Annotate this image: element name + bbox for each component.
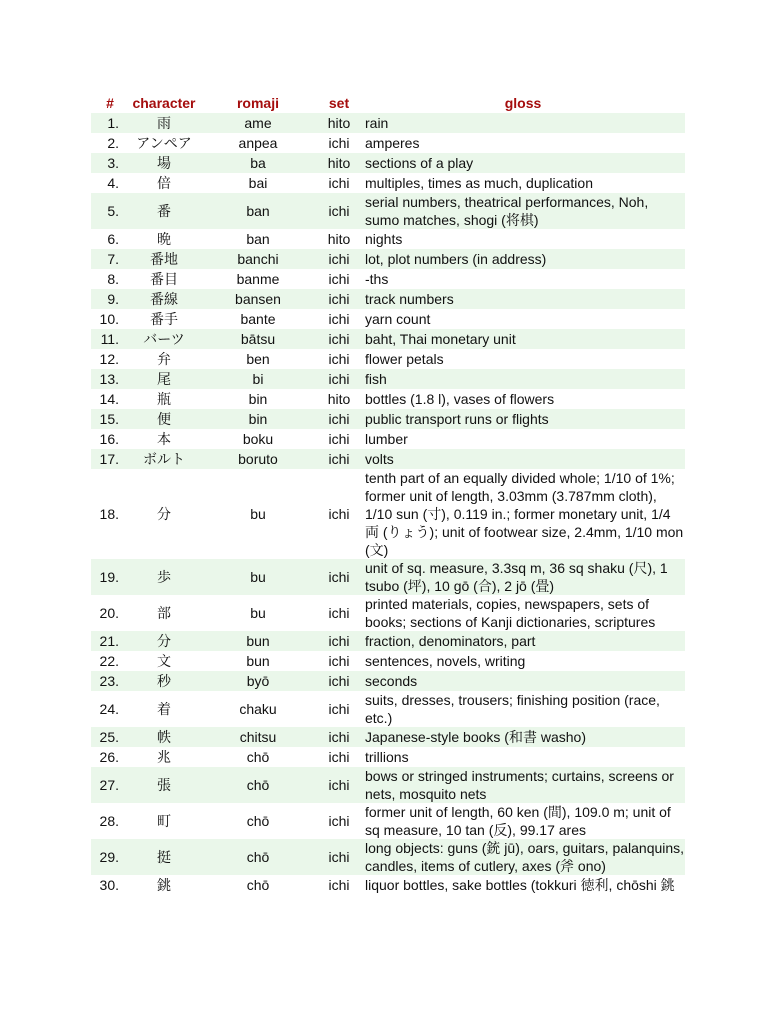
row-number: 8. xyxy=(107,271,119,287)
row-gloss: lumber xyxy=(365,431,408,447)
row-romaji: bātsu xyxy=(240,331,276,347)
table-row xyxy=(91,803,685,839)
table-row xyxy=(91,631,685,651)
row-character: 番目 xyxy=(150,271,178,287)
table-row xyxy=(91,329,685,349)
row-set: ichi xyxy=(328,653,350,669)
row-number: 9. xyxy=(107,291,119,307)
row-set: ichi xyxy=(328,371,350,387)
row-character: 番手 xyxy=(150,311,178,327)
row-character: 分 xyxy=(157,633,171,649)
row-character: 番 xyxy=(157,203,171,219)
row-character: 町 xyxy=(157,813,171,829)
row-number: 13. xyxy=(99,371,119,387)
row-set: ichi xyxy=(328,813,350,829)
row-character: 文 xyxy=(157,653,171,669)
row-character: 挺 xyxy=(157,849,171,865)
row-character: 尾 xyxy=(157,371,171,387)
row-number: 30. xyxy=(99,877,119,893)
table-row xyxy=(91,133,685,153)
row-gloss: seconds xyxy=(365,673,418,689)
table-row xyxy=(91,691,685,727)
row-romaji: bante xyxy=(240,311,276,327)
row-number: 14. xyxy=(99,391,119,407)
row-gloss: sentences, novels, writing xyxy=(365,653,526,669)
row-number: 24. xyxy=(99,701,119,717)
row-character: 分 xyxy=(157,506,171,522)
row-character: 部 xyxy=(157,605,171,621)
row-set: ichi xyxy=(328,506,350,522)
row-romaji: banchi xyxy=(237,251,279,267)
row-romaji: bu xyxy=(250,605,266,621)
row-set: ichi xyxy=(328,203,350,219)
row-number: 11. xyxy=(100,331,119,347)
table-row xyxy=(91,249,685,269)
row-number: 27. xyxy=(99,777,119,793)
row-romaji: anpea xyxy=(238,135,278,151)
row-set: ichi xyxy=(328,749,350,765)
row-character: バーツ xyxy=(143,331,185,347)
table-row xyxy=(91,153,685,173)
row-set: ichi xyxy=(328,451,350,467)
row-romaji: chitsu xyxy=(239,729,277,745)
table-row xyxy=(91,193,685,229)
header-num: # xyxy=(106,95,114,111)
row-number: 21. xyxy=(99,633,119,649)
row-character: 帙 xyxy=(157,729,171,745)
row-gloss: baht, Thai monetary unit xyxy=(365,331,516,347)
header-romaji: romaji xyxy=(236,95,279,111)
row-number: 1. xyxy=(107,115,119,131)
row-number: 23. xyxy=(99,673,119,689)
row-gloss: trillions xyxy=(365,749,409,765)
row-gloss: multiples, times as much, duplication xyxy=(365,175,593,191)
table-row xyxy=(91,449,685,469)
row-gloss: fraction, denominators, part xyxy=(365,633,536,649)
row-character: 番線 xyxy=(150,291,178,307)
table-row xyxy=(91,389,685,409)
row-gloss: long objects: guns (銃 jū), oars, guitars, palanquins, candles, items of cutlery, axes (斧 ono) xyxy=(365,840,685,874)
table-row xyxy=(91,289,685,309)
row-romaji: ben xyxy=(246,351,270,367)
row-gloss: public transport runs or flights xyxy=(365,411,549,427)
row-character: 瓶 xyxy=(157,391,171,407)
row-set: ichi xyxy=(328,777,350,793)
row-set: ichi xyxy=(328,673,350,689)
row-set: ichi xyxy=(328,569,350,585)
row-romaji: ame xyxy=(244,115,272,131)
row-set: hito xyxy=(327,231,351,247)
row-gloss: serial numbers, theatrical performances, Noh, sumo matches, shogi (将棋) xyxy=(365,194,649,228)
table-row xyxy=(91,767,685,803)
row-number: 17. xyxy=(99,451,119,467)
table-row xyxy=(91,747,685,767)
row-romaji: bansen xyxy=(235,291,281,307)
row-set: hito xyxy=(327,115,351,131)
header-character: character xyxy=(132,95,196,111)
row-gloss: sections of a play xyxy=(365,155,474,171)
table-row xyxy=(91,875,685,895)
table-row xyxy=(91,309,685,329)
row-number: 28. xyxy=(99,813,119,829)
row-character: 秒 xyxy=(157,673,171,689)
row-number: 15. xyxy=(99,411,119,427)
row-set: ichi xyxy=(328,605,350,621)
row-character: 銚 xyxy=(157,877,171,893)
row-number: 19. xyxy=(99,569,119,585)
row-romaji: boku xyxy=(242,431,274,447)
row-character: 晩 xyxy=(157,231,171,247)
row-number: 29. xyxy=(99,849,119,865)
row-romaji: chō xyxy=(246,777,270,793)
row-set: ichi xyxy=(328,175,350,191)
row-number: 22. xyxy=(99,653,119,669)
table-row xyxy=(91,269,685,289)
row-set: ichi xyxy=(328,701,350,717)
row-romaji: bin xyxy=(248,411,268,427)
row-character: 歩 xyxy=(157,569,171,585)
table-row xyxy=(91,651,685,671)
row-romaji: bun xyxy=(246,633,270,649)
row-set: ichi xyxy=(328,729,350,745)
row-romaji: bu xyxy=(250,506,266,522)
header-gloss: gloss xyxy=(504,95,542,111)
row-romaji: bai xyxy=(248,175,268,191)
row-number: 10. xyxy=(99,311,119,327)
table-row xyxy=(91,839,685,875)
row-romaji: ba xyxy=(250,155,266,171)
row-gloss: suits, dresses, trousers; finishing position (race, etc.) xyxy=(365,692,660,726)
row-character: 雨 xyxy=(157,115,171,131)
row-gloss: yarn count xyxy=(365,311,431,327)
row-gloss: fish xyxy=(365,371,387,387)
counter-table xyxy=(91,93,685,895)
row-gloss: volts xyxy=(365,451,394,467)
row-character: 番地 xyxy=(150,251,178,267)
table-row xyxy=(91,727,685,747)
row-gloss: bows or stringed instruments; curtains, screens or nets, mosquito nets xyxy=(365,768,674,802)
table-body xyxy=(91,113,685,895)
row-number: 25. xyxy=(99,729,119,745)
table-row xyxy=(91,229,685,249)
row-romaji: ban xyxy=(246,203,270,219)
row-number: 5. xyxy=(107,203,119,219)
row-gloss: Japanese-style books (和書 washo) xyxy=(365,729,586,745)
row-romaji: bi xyxy=(252,371,264,387)
row-gloss: flower petals xyxy=(365,351,444,367)
row-set: ichi xyxy=(328,849,350,865)
row-gloss: printed materials, copies, newspapers, sets of books; sections of Kanji dictionaries, scriptures xyxy=(365,596,656,630)
row-character: ボルト xyxy=(143,451,185,467)
row-gloss: bottles (1.8 l), vases of flowers xyxy=(365,391,555,407)
row-romaji: banme xyxy=(236,271,280,287)
row-gloss: -ths xyxy=(365,271,389,287)
row-set: hito xyxy=(327,391,351,407)
row-set: ichi xyxy=(328,271,350,287)
row-romaji: bin xyxy=(248,391,268,407)
row-character: 弁 xyxy=(157,351,171,367)
row-romaji: chaku xyxy=(239,701,277,717)
table-row xyxy=(91,349,685,369)
row-number: 2. xyxy=(107,135,119,151)
row-gloss: lot, plot numbers (in address) xyxy=(365,251,547,267)
table-row xyxy=(91,113,685,133)
row-set: ichi xyxy=(328,877,350,893)
row-number: 7. xyxy=(107,251,119,267)
table-row xyxy=(91,671,685,691)
row-gloss: liquor bottles, sake bottles (tokkuri 徳利, chōshi 銚 xyxy=(365,877,675,893)
row-set: ichi xyxy=(328,135,350,151)
table-row xyxy=(91,595,685,631)
row-set: ichi xyxy=(328,411,350,427)
table-row xyxy=(91,469,685,559)
row-character: 便 xyxy=(157,411,171,427)
table-row xyxy=(91,409,685,429)
row-character: アンペア xyxy=(136,135,192,151)
row-character: 本 xyxy=(157,431,171,447)
row-romaji: chō xyxy=(246,813,270,829)
row-romaji: bun xyxy=(246,653,270,669)
row-number: 3. xyxy=(107,155,119,171)
row-romaji: ban xyxy=(246,231,270,247)
row-character: 倍 xyxy=(157,175,171,191)
row-character: 場 xyxy=(157,155,171,171)
row-number: 16. xyxy=(99,431,119,447)
row-set: ichi xyxy=(328,251,350,267)
row-romaji: bu xyxy=(250,569,266,585)
row-set: ichi xyxy=(328,351,350,367)
table-row xyxy=(91,369,685,389)
row-character: 兆 xyxy=(157,749,171,765)
row-gloss: nights xyxy=(365,231,403,247)
row-set: ichi xyxy=(328,291,350,307)
header-set: set xyxy=(328,95,350,111)
row-gloss: former unit of length, 60 ken (間), 109.0 m; unit of sq measure, 10 tan (反), 99.17 ares xyxy=(365,804,671,838)
table-row xyxy=(91,173,685,193)
row-gloss: tenth part of an equally divided whole; 1/10 of 1%; former unit of length, 3.03mm (3.787mm cloth), 1/10 sun (寸), 0.119 in.; former monetary unit, 1/4 両 (りょう); unit of footwear size, 2.4mm, 1/10 mon (文) xyxy=(365,470,684,558)
row-romaji: chō xyxy=(246,749,270,765)
row-romaji: byō xyxy=(246,673,270,689)
table-header-row xyxy=(91,93,685,113)
row-character: 着 xyxy=(157,701,171,717)
row-character: 張 xyxy=(157,777,171,793)
table-row xyxy=(91,559,685,595)
row-number: 18. xyxy=(99,506,119,522)
row-romaji: chō xyxy=(246,877,270,893)
row-gloss: amperes xyxy=(365,135,420,151)
row-gloss: rain xyxy=(365,115,389,131)
row-number: 12. xyxy=(99,351,119,367)
row-number: 20. xyxy=(99,605,119,621)
row-set: ichi xyxy=(328,431,350,447)
row-gloss: track numbers xyxy=(365,291,454,307)
row-number: 26. xyxy=(99,749,119,765)
row-romaji: boruto xyxy=(238,451,278,467)
row-romaji: chō xyxy=(246,849,270,865)
row-set: ichi xyxy=(328,633,350,649)
row-set: ichi xyxy=(328,331,350,347)
table-row xyxy=(91,429,685,449)
row-set: ichi xyxy=(328,311,350,327)
row-set: hito xyxy=(327,155,351,171)
row-number: 6. xyxy=(107,231,119,247)
row-number: 4. xyxy=(107,175,119,191)
row-gloss: unit of sq. measure, 3.3sq m, 36 sq shaku (尺), 1 tsubo (坪), 10 gō (合), 2 jō (畳) xyxy=(365,560,668,594)
